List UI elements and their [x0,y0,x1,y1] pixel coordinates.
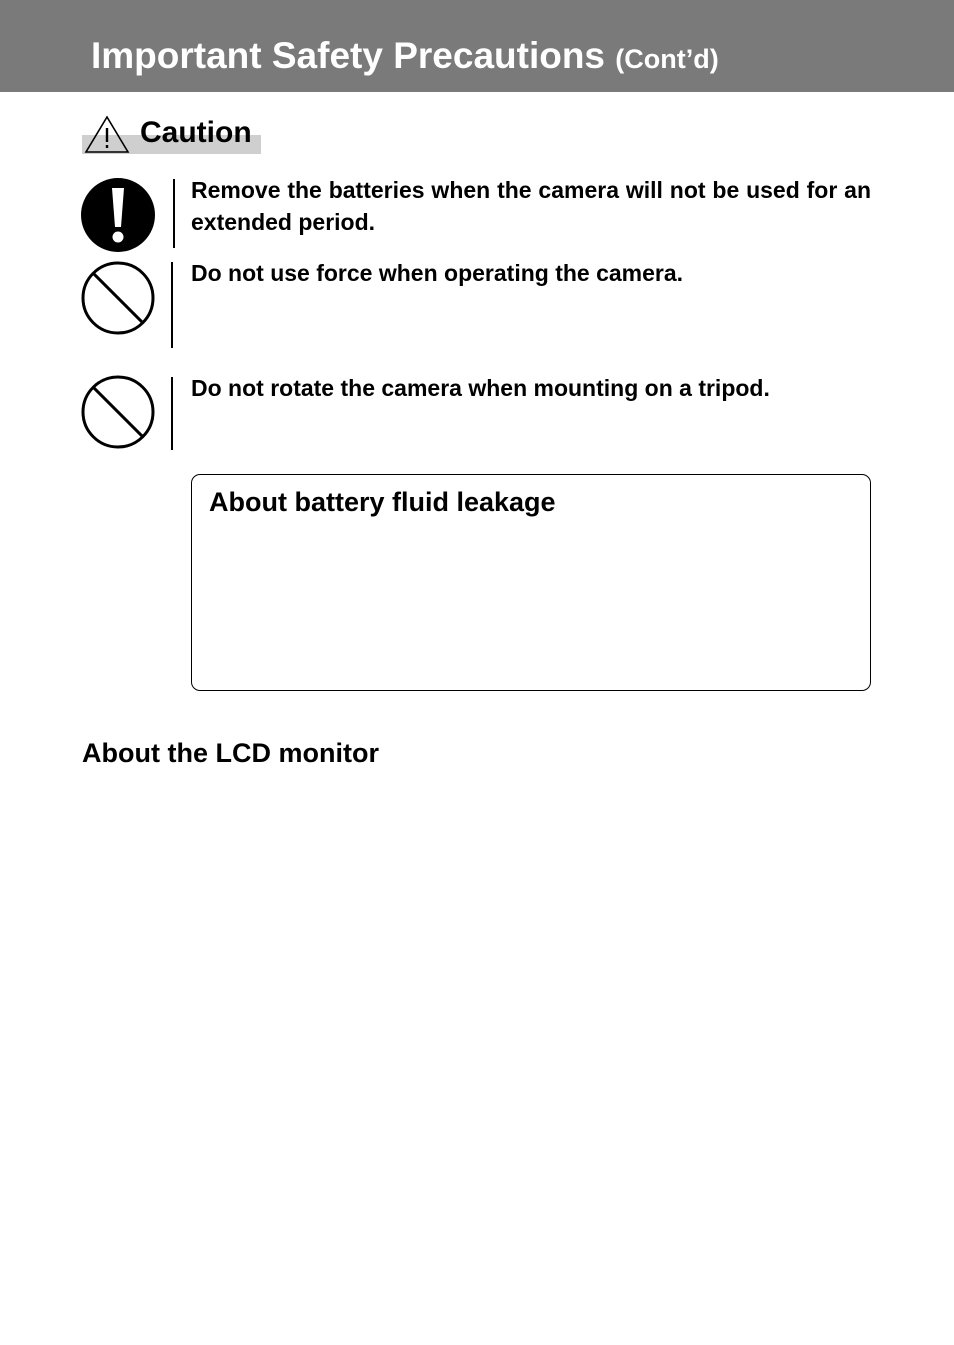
prohibited-icon [80,374,156,450]
battery-leakage-title: About battery fluid leakage [209,487,556,517]
item-divider [173,179,175,248]
battery-leakage-note-box [191,474,871,691]
caution-heading [82,112,261,154]
caution-label: Caution [140,116,252,149]
caution-item-no-force: Do not use force when operating the camera. [191,260,684,286]
header-bar [0,0,954,92]
page-title [91,34,719,81]
page-title-continued: (Cont’d) [615,44,719,74]
lcd-monitor-heading: About the LCD monitor [82,738,379,768]
prohibited-icon [80,260,156,336]
mandatory-action-icon [80,177,156,253]
page-title-main: Important Safety Precautions [91,35,606,76]
caution-item-no-rotate: Do not rotate the camera when mounting on a tripod. [191,375,770,401]
item-divider [171,377,173,450]
item-divider [171,262,173,348]
warning-triangle-icon [84,114,130,154]
caution-item-remove-batteries: Remove the batteries when the camera will not be used for an extended period. [191,177,871,235]
